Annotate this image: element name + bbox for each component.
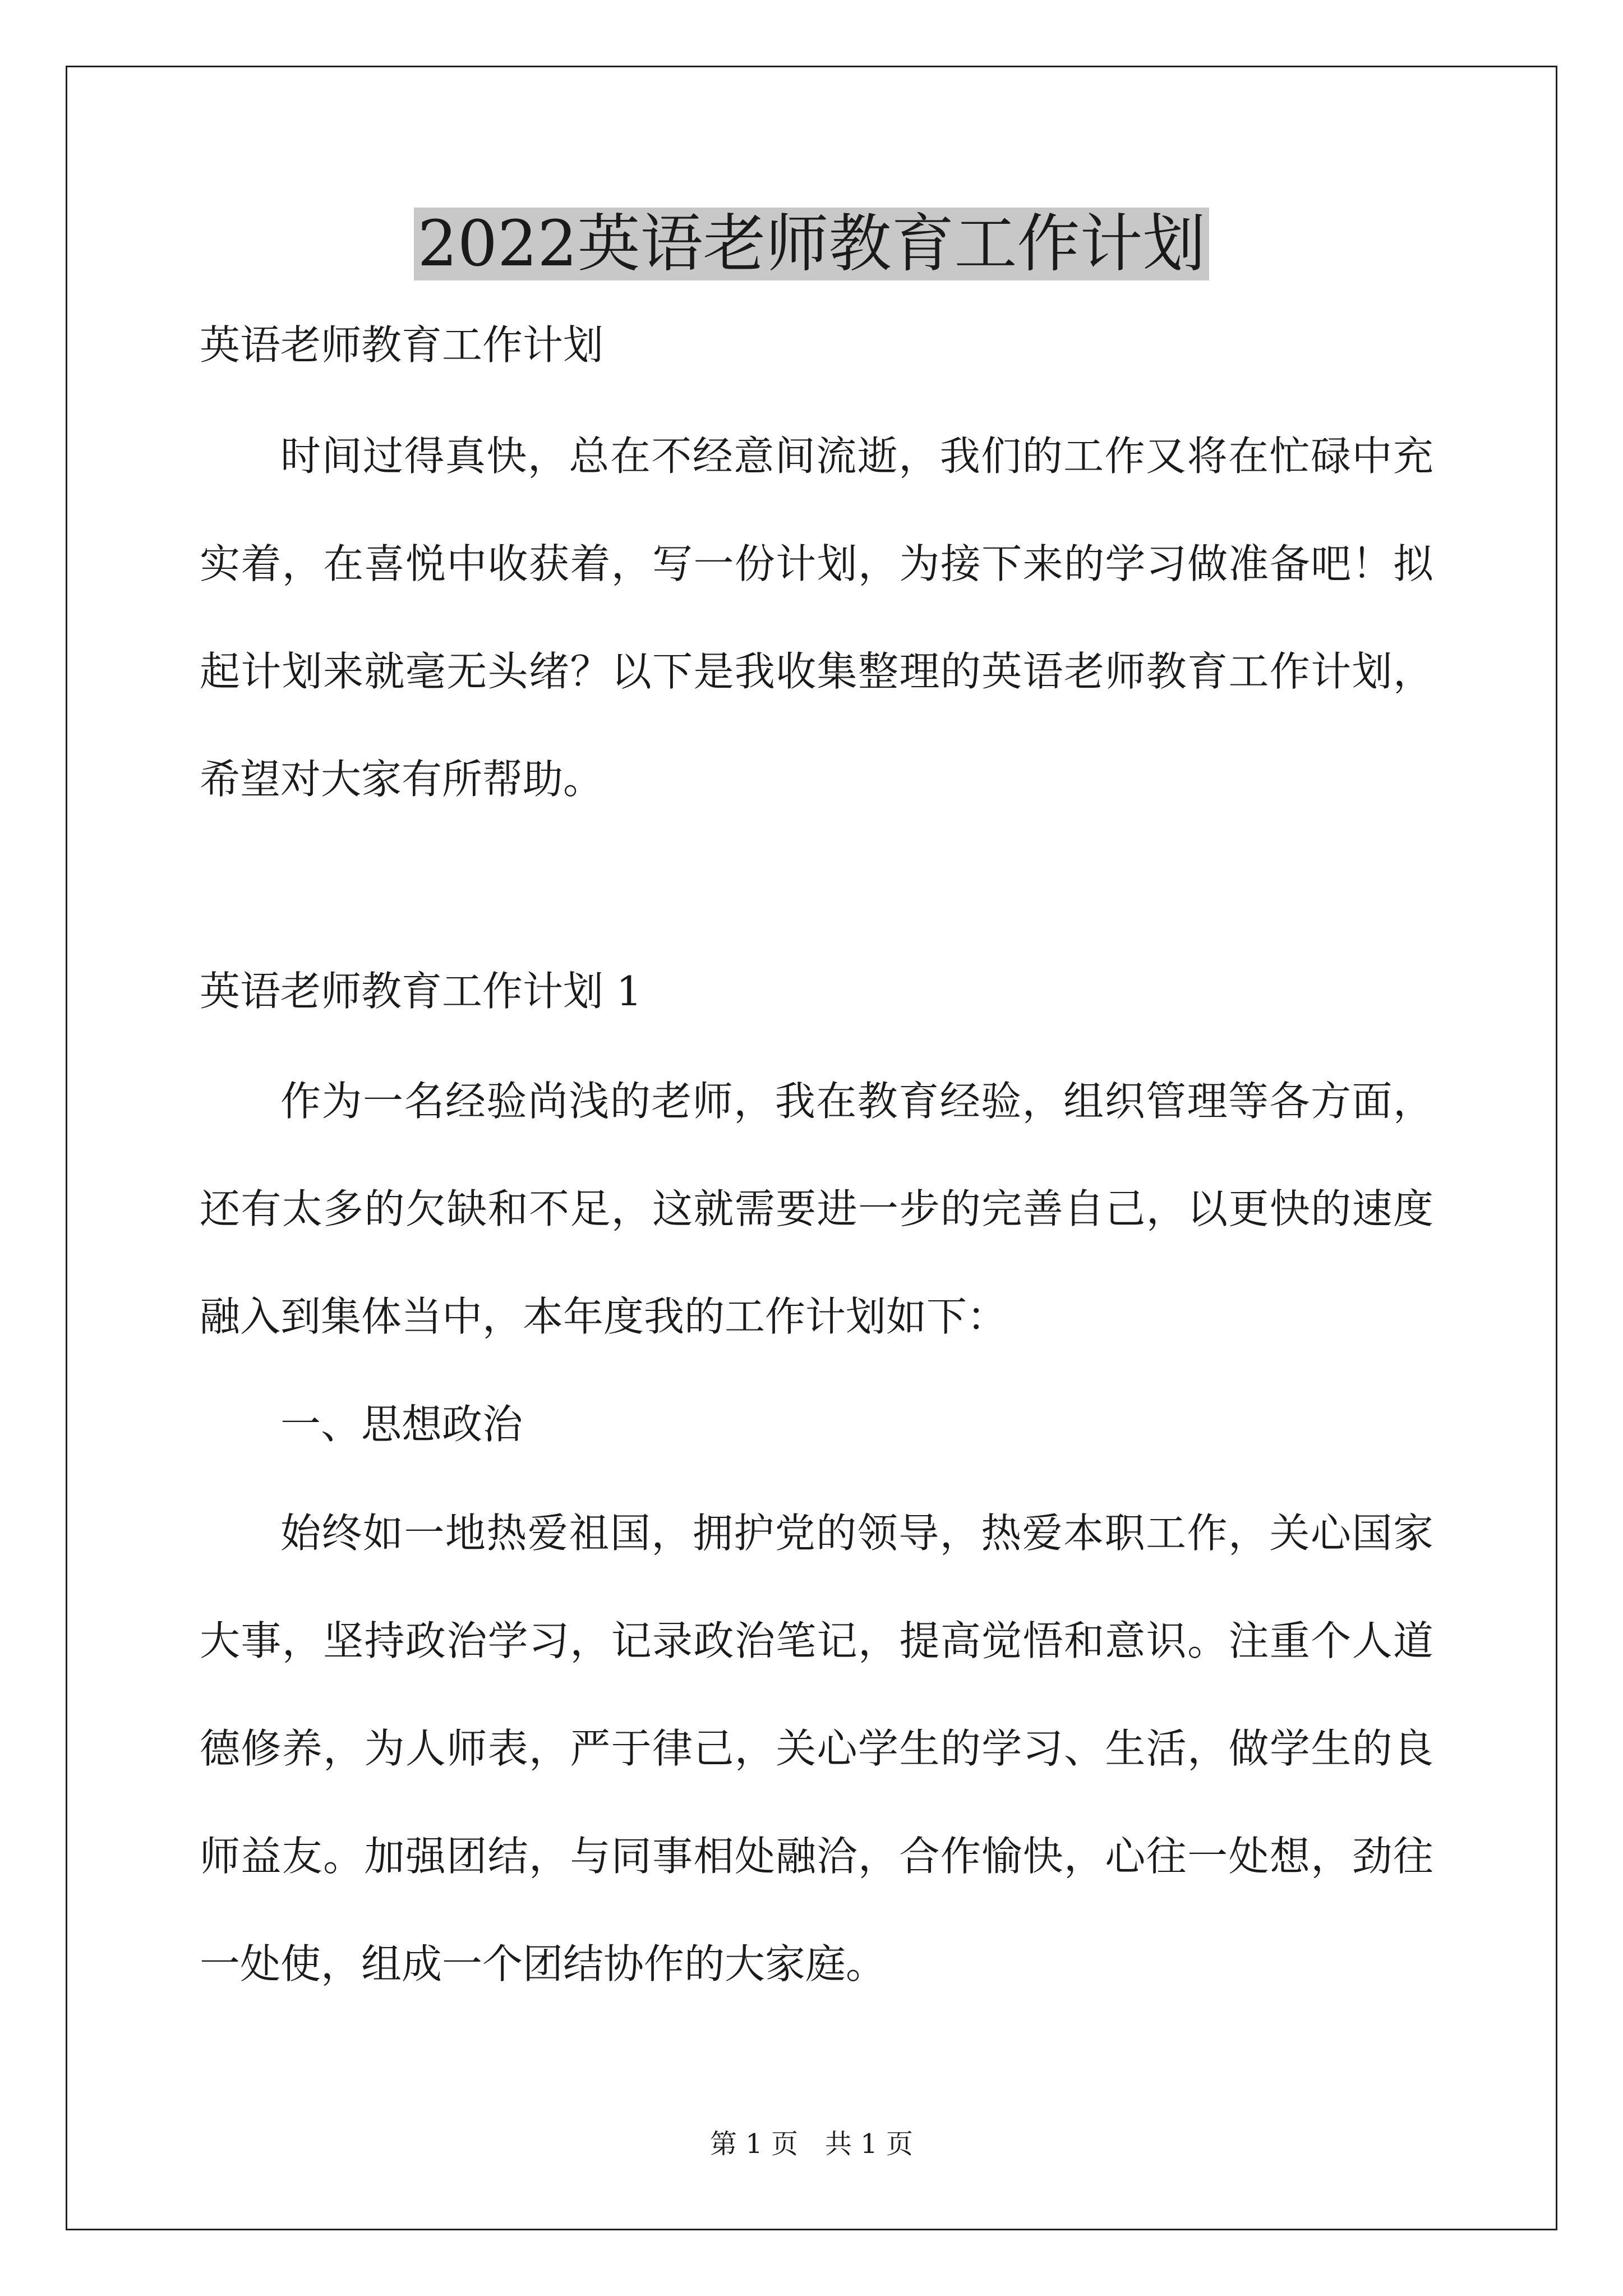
- para1-line-3: 融入到集体当中，本年度我的工作计划如下：: [200, 1293, 1008, 1340]
- para2-line-1: 始终如一地热爱祖国，拥护党的领导，热爱本职工作，关心国家: [280, 1510, 1433, 1557]
- sub-heading: 一、思想政治: [280, 1401, 523, 1448]
- para1-line-2: 还有太多的欠缺和不足，这就需要进一步的完善自己，以更快的速度: [200, 1185, 1433, 1232]
- document-title-text: 2022英语老师教育工作计划: [414, 208, 1209, 280]
- page-border: [66, 66, 1557, 2230]
- para2-line-4: 师益友。加强团结，与同事相处融洽，合作愉快，心往一处想，劲往: [200, 1833, 1433, 1880]
- para2-line-2: 大事，坚持政治学习，记录政治笔记，提高觉悟和意识。注重个人道: [200, 1617, 1433, 1664]
- para1-line-1: 作为一名经验尚浅的老师，我在教育经验，组织管理等各方面，: [280, 1078, 1433, 1125]
- document-title: [0, 202, 1623, 286]
- section-heading: 英语老师教育工作计划 1: [200, 968, 642, 1015]
- intro-line-2: 实着，在喜悦中收获着，写一份计划，为接下来的学习做准备吧！拟: [200, 540, 1433, 587]
- para2-line-3: 德修养，为人师表，严于律己，关心学生的学习、生活，做学生的良: [200, 1725, 1433, 1772]
- intro-line-4: 希望对大家有所帮助。: [200, 756, 604, 803]
- document-subtitle: 英语老师教育工作计划: [200, 321, 604, 369]
- para2-line-5: 一处使，组成一个团结协作的大家庭。: [200, 1940, 887, 1987]
- intro-line-3: 起计划来就毫无头绪？以下是我收集整理的英语老师教育工作计划，: [200, 648, 1433, 695]
- page-number-footer: 第 1 页 共 1 页: [709, 2128, 914, 2160]
- intro-line-1: 时间过得真快，总在不经意间流逝，我们的工作又将在忙碌中充: [280, 432, 1433, 480]
